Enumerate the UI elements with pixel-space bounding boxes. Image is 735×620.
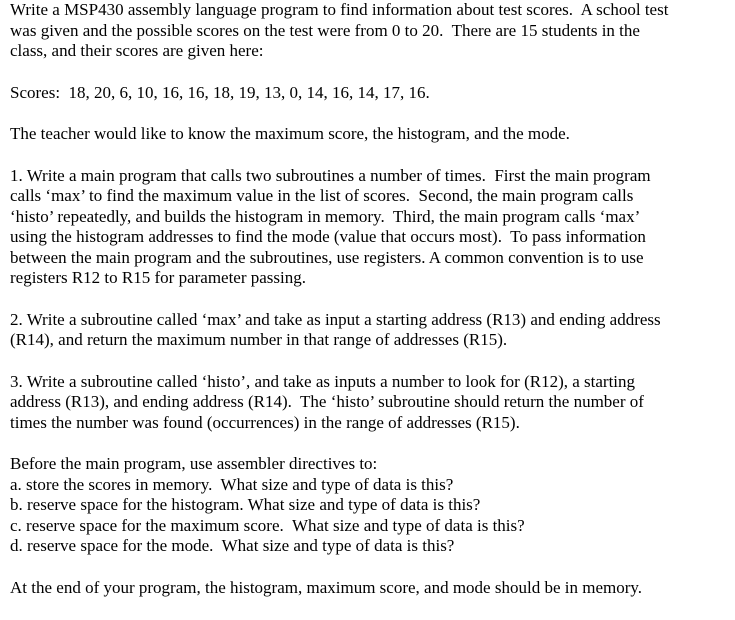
text-line: calls ‘max’ to find the maximum value in the list of scores. Second, the main program calls xyxy=(10,186,634,205)
item-1-paragraph xyxy=(10,166,730,289)
text-line: (R14), and return the maximum number in that range of addresses (R15). xyxy=(10,330,508,349)
text-line: 2. Write a subroutine called ‘max’ and take as input a starting address (R13) and ending address xyxy=(10,309,661,329)
intro-paragraph xyxy=(10,0,730,62)
closing-paragraph xyxy=(10,578,730,599)
text-line: 3. Write a subroutine called ‘histo’, and take as inputs a number to look for (R12), a starting xyxy=(10,371,636,391)
text-line: Write a MSP430 assembly language program to find information about test scores. A school test xyxy=(10,0,669,19)
text-line: registers R12 to R15 for parameter passing. xyxy=(10,268,307,287)
directive-a: a. store the scores in memory. What size and type of data is this? xyxy=(10,474,454,494)
scores-paragraph xyxy=(10,83,730,104)
text-line: using the histogram addresses to find the mode (value that occurs most). To pass information xyxy=(10,227,646,246)
text-line: between the main program and the subroutines, use registers. A common convention is to use xyxy=(10,247,644,267)
text-line: class, and their scores are given here: xyxy=(10,41,264,60)
text-line: The teacher would like to know the maximum score, the histogram, and the mode. xyxy=(10,124,570,143)
document-body xyxy=(10,0,730,598)
text-line: Before the main program, use assembler directives to: xyxy=(10,454,378,473)
text-line: 1. Write a main program that calls two subroutines a number of times. First the main program xyxy=(10,165,651,185)
text-line: At the end of your program, the histogram, maximum score, and mode should be in memory. xyxy=(10,577,643,597)
item-3-paragraph xyxy=(10,372,730,434)
text-line: address (R13), and ending address (R14). The ‘histo’ subroutine should return the number of xyxy=(10,392,644,411)
text-line: times the number was found (occurrences) in the range of addresses (R15). xyxy=(10,412,520,432)
scores-line: Scores: 18, 20, 6, 10, 16, 16, 18, 19, 13, 0, 14, 16, 14, 17, 16. xyxy=(10,82,430,102)
teacher-paragraph xyxy=(10,124,730,145)
item-2-paragraph xyxy=(10,310,730,351)
directive-c: c. reserve space for the maximum score. What size and type of data is this? xyxy=(10,515,525,535)
directives-paragraph xyxy=(10,454,730,557)
directive-b: b. reserve space for the histogram. What size and type of data is this? xyxy=(10,495,481,514)
text-line: was given and the possible scores on the test were from 0 to 20. There are 15 students in the xyxy=(10,20,640,40)
directive-d: d. reserve space for the mode. What size and type of data is this? xyxy=(10,536,455,555)
text-line: ‘histo’ repeatedly, and builds the histogram in memory. Third, the main program calls ‘max’ xyxy=(10,206,641,226)
